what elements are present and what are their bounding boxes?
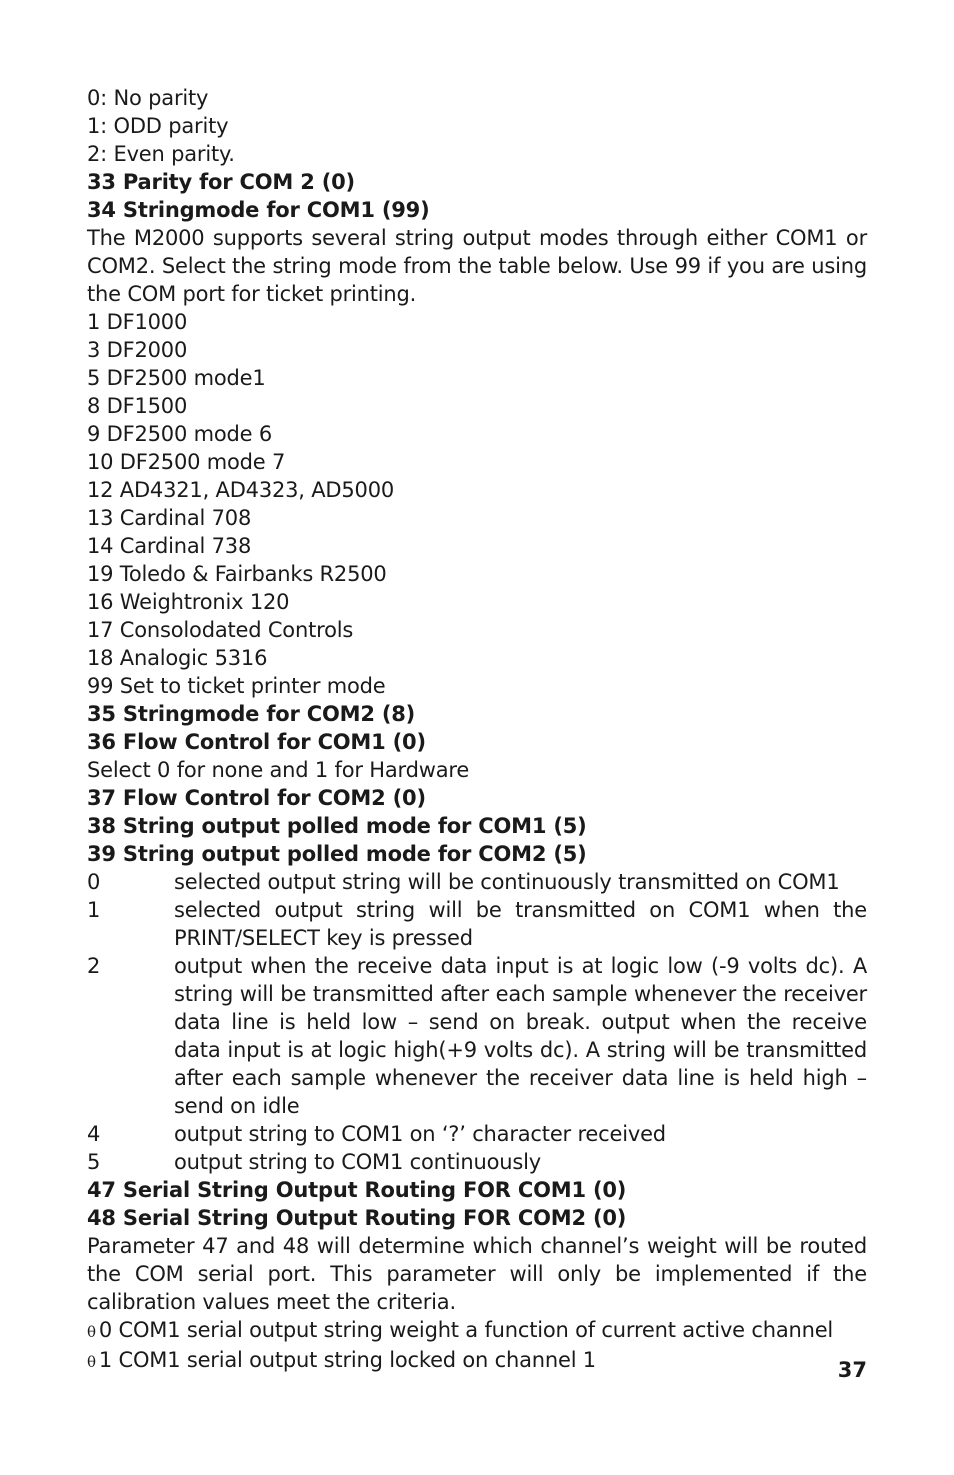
polled-mode-code: 5 — [87, 1150, 101, 1174]
param-35-heading: 35 Stringmode for COM2 (8) — [87, 702, 416, 726]
param-38-heading: 38 String output polled mode for COM1 (5) — [87, 814, 587, 838]
polled-mode-desc: output string to COM1 continuously — [174, 1150, 541, 1174]
param-48-heading: 48 Serial String Output Routing FOR COM2 (0) — [87, 1206, 627, 1230]
string-mode-item: 5 DF2500 mode1 — [87, 366, 266, 390]
string-mode-item: 14 Cardinal 738 — [87, 534, 252, 558]
param-47-heading: 47 Serial String Output Routing FOR COM1 (0) — [87, 1178, 627, 1202]
polled-mode-desc: output when the receive data input is at logic low (-9 volts dc). A string will be transmitted after each sample whenever the receiver data line is held low – send on break. output when the receive data input is at logic high(+9 volts dc). A string will be transmitted after each sample whenever the receiver data line is held high – send on idle — [174, 954, 867, 1118]
param-33-heading: 33 Parity for COM 2 (0) — [87, 170, 355, 194]
string-mode-item: 99 Set to ticket printer mode — [87, 674, 386, 698]
polled-mode-desc: selected output string will be transmitted on COM1 when the PRINT/SELECT key is pressed — [174, 898, 867, 950]
polled-mode-code: 1 — [87, 898, 101, 922]
param-34-description: The M2000 supports several string output modes through either COM1 or COM2. Select the string mode from the table below. Use 99 if you are using the COM port for ticket printing. — [87, 226, 867, 306]
param-36-description: Select 0 for none and 1 for Hardware — [87, 758, 470, 782]
string-mode-item: 9 DF2500 mode 6 — [87, 422, 272, 446]
polled-mode-row — [87, 1120, 867, 1148]
param-36-heading: 36 Flow Control for COM1 (0) — [87, 730, 426, 754]
page-number: 37 — [837, 1358, 867, 1382]
string-mode-item: 3 DF2000 — [87, 338, 188, 362]
string-mode-item: 16 Weightronix 120 — [87, 590, 290, 614]
param-47-48-description: Parameter 47 and 48 will determine which channel’s weight will be routed the COM serial port. This parameter will only be implemented if the calibration values meet the criteria. — [87, 1234, 867, 1314]
polled-mode-desc: output string to COM1 on ‘?’ character received — [174, 1122, 666, 1146]
param-34-heading: 34 Stringmode for COM1 (99) — [87, 198, 430, 222]
polled-mode-code: 2 — [87, 954, 101, 978]
string-mode-item: 17 Consolodated Controls — [87, 618, 354, 642]
parity-option: 0: No parity — [87, 86, 209, 110]
document-page — [87, 84, 867, 1376]
routing-option — [87, 1346, 867, 1376]
string-mode-item: 12 AD4321, AD4323, AD5000 — [87, 478, 395, 502]
polled-mode-row — [87, 1148, 867, 1176]
theta-bullet-icon: θ — [87, 1353, 96, 1371]
string-mode-item: 13 Cardinal 708 — [87, 506, 252, 530]
routing-option — [87, 1316, 867, 1346]
string-mode-item: 10 DF2500 mode 7 — [87, 450, 286, 474]
parity-option: 2: Even parity. — [87, 142, 235, 166]
polled-mode-row — [87, 868, 867, 896]
polled-mode-row — [87, 952, 867, 1120]
string-mode-item: 18 Analogic 5316 — [87, 646, 268, 670]
polled-mode-row — [87, 896, 867, 952]
string-mode-item: 1 DF1000 — [87, 310, 188, 334]
polled-mode-desc: selected output string will be continuously transmitted on COM1 — [174, 870, 840, 894]
param-37-heading: 37 Flow Control for COM2 (0) — [87, 786, 426, 810]
string-mode-item: 8 DF1500 — [87, 394, 188, 418]
parity-option: 1: ODD parity — [87, 114, 229, 138]
routing-option-text: 1 COM1 serial output string locked on channel 1 — [98, 1348, 596, 1372]
param-39-heading: 39 String output polled mode for COM2 (5) — [87, 842, 587, 866]
theta-bullet-icon: θ — [87, 1323, 96, 1341]
string-mode-item: 19 Toledo & Fairbanks R2500 — [87, 562, 387, 586]
polled-mode-code: 4 — [87, 1122, 101, 1146]
polled-mode-code: 0 — [87, 870, 101, 894]
routing-option-text: 0 COM1 serial output string weight a function of current active channel — [98, 1318, 834, 1342]
